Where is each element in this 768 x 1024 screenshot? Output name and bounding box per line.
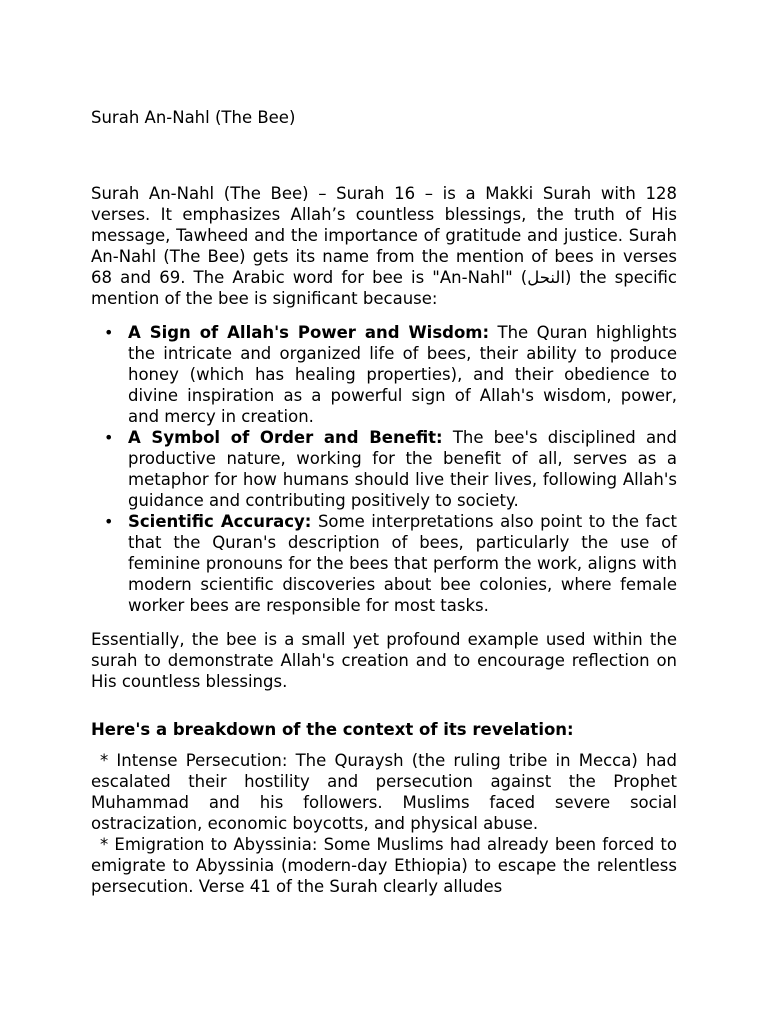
context-list xyxy=(91,750,677,897)
list-item xyxy=(91,511,677,616)
bullet-icon: • xyxy=(104,512,114,531)
list-item-term: A Sign of Allah's Power and Wisdom: xyxy=(128,323,490,342)
list-item-term: Scientific Accuracy: xyxy=(128,512,312,531)
bullet-icon: • xyxy=(104,323,114,342)
list-item-text: The bee's disciplined and productive nature, working for the benefit of all, serves as a metaphor for how humans should live their lives, following Allah's guidance and contributing positively to society. xyxy=(128,428,677,510)
section-heading: Here's a breakdown of the context of its revelation: xyxy=(91,720,574,739)
intro-paragraph: Surah An-Nahl (The Bee) – Surah 16 – is a Makki Surah with 128 verses. It emphasizes Allah’s countless blessings, the truth of His message, Tawheed and the importance of gratitude and justice. Surah An-Nahl (The Bee) gets its name from the mention of bees in verses 68 and 69. The Arabic word for bee is "An-Nahl" (النحل) the specific mention of the bee is significant because: xyxy=(91,184,677,308)
context-item: * Intense Persecution: The Quraysh (the ruling tribe in Mecca) had escalated their hostility and persecution against the Prophet Muhammad and his followers. Muslims faced severe social ostracization, economic boycotts, and physical abuse. xyxy=(91,751,677,833)
document-page xyxy=(91,107,677,897)
significance-list xyxy=(91,322,677,616)
context-item: * Emigration to Abyssinia: Some Muslims had already been forced to emigrate to Abyssinia (modern-day Ethiopia) to escape the relentless persecution. Verse 41 of the Surah clearly alludes xyxy=(91,835,677,896)
summary-paragraph: Essentially, the bee is a small yet profound example used within the surah to demonstrate Allah's creation and to encourage reflection on His countless blessings. xyxy=(91,630,677,691)
list-item-text: The Quran highlights the intricate and organized life of bees, their ability to produce honey (which has healing properties), and their obedience to divine inspiration as a powerful sign of Allah's wisdom, power, and mercy in creation. xyxy=(128,323,677,426)
list-item xyxy=(91,322,677,427)
list-item-text: Some interpretations also point to the fact that the Quran's description of bees, particularly the use of feminine pronouns for the bees that perform the work, aligns with modern scientific discoveries about bee colonies, where female worker bees are responsible for most tasks. xyxy=(128,512,677,615)
bullet-icon: • xyxy=(104,428,114,447)
list-item xyxy=(91,427,677,511)
page-title: Surah An-Nahl (The Bee) xyxy=(91,108,296,127)
list-item-term: A Symbol of Order and Benefit: xyxy=(128,428,443,447)
